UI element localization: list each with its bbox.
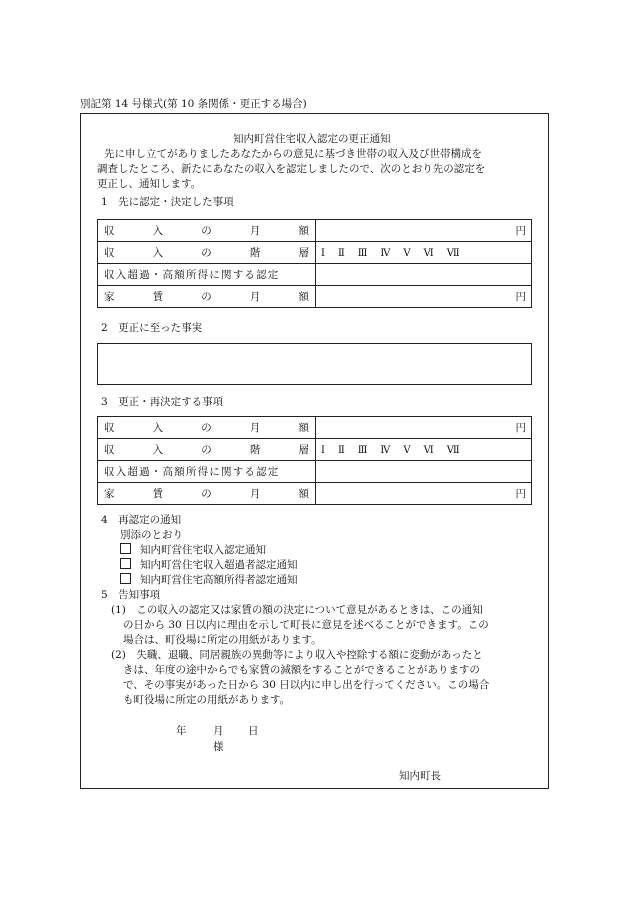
row-label: 収 入 の 階 層 [98, 439, 316, 461]
income-level-field[interactable]: Ⅰ Ⅱ Ⅲ Ⅳ Ⅴ Ⅵ Ⅶ [316, 242, 532, 264]
row-label: 収 入 の 階 層 [98, 242, 316, 264]
row-label: 家 賃 の 月 額 [98, 286, 316, 308]
excess-income-field[interactable] [316, 461, 532, 483]
table-row [98, 286, 532, 308]
income-level-field[interactable]: Ⅰ Ⅱ Ⅲ Ⅳ Ⅴ Ⅵ Ⅶ [316, 439, 532, 461]
rent-monthly-field[interactable]: 円 [316, 483, 532, 505]
rent-monthly-field[interactable]: 円 [316, 286, 532, 308]
checkbox[interactable] [120, 558, 131, 569]
date-day: 日 [248, 725, 259, 737]
form-label: 別記第 14 号様式(第 10 条関係・更正する場合) [80, 98, 307, 110]
row-label: 収 入 の 月 額 [98, 417, 316, 439]
option-high-income-cert[interactable]: 知内町営住宅高額所得者認定通知 [120, 573, 298, 587]
intro-line-2: 調査したところ、新たにあなたの収入を認定しましたので、次のとおり先の認定を [97, 163, 486, 175]
section4-sub: 別添のとおり [120, 529, 183, 541]
option-excess-cert[interactable]: 知内町営住宅収入超過者認定通知 [120, 558, 298, 572]
facts-textarea[interactable] [97, 343, 532, 385]
row-label: 収入超過・高額所得に関する認定 [98, 461, 316, 483]
table-row [98, 220, 532, 242]
notice-1-line-2: の日から 30 日以内に理由を示して町長に意見を述べることができます。この [123, 619, 489, 631]
notice-2-line-4: も町役場に所定の用紙があります。 [123, 694, 291, 706]
date-month: 月 [213, 725, 224, 737]
income-monthly-field[interactable]: 円 [316, 220, 532, 242]
option-income-cert[interactable]: 知内町営住宅収入認定通知 [120, 543, 266, 557]
notice-2-line-1: (2) 失職、退職、同居親族の異動等により収入や控除する額に変動があったと [111, 649, 483, 661]
notice-1-line-1: (1) この収入の認定又は家賃の額の決定について意見があるときは、この通知 [111, 604, 483, 616]
table-row [98, 417, 532, 439]
notice-2-line-3: で、その事実があった日から 30 日以内に申し出を行ってください。この場合 [123, 679, 490, 691]
checkbox[interactable] [120, 573, 131, 584]
table-row [98, 483, 532, 505]
issuer: 知内町長 [399, 770, 441, 782]
recipient-honorific: 様 [213, 741, 224, 753]
table-row [98, 264, 532, 286]
section1-heading: 1 先に認定・決定した事項 [101, 196, 234, 208]
income-monthly-field[interactable]: 円 [316, 417, 532, 439]
section3-table [97, 416, 532, 505]
notice-1-line-3: 場合は、町役場に所定の用紙があります。 [123, 634, 322, 646]
table-row [98, 242, 532, 264]
document-title: 知内町営住宅収入認定の更正通知 [233, 133, 391, 145]
excess-income-field[interactable] [316, 264, 532, 286]
intro-line-3: 更正し、通知します。 [97, 178, 202, 190]
checkbox[interactable] [120, 543, 131, 554]
section1-table [97, 219, 532, 308]
section2-heading: 2 更正に至った事実 [101, 322, 203, 334]
row-label: 収 入 の 月 額 [98, 220, 316, 242]
section3-heading: 3 更正・再決定する事項 [101, 396, 224, 408]
table-row [98, 461, 532, 483]
date-year: 年 [176, 725, 187, 737]
intro-line-1: 先に申し立てがありましたあなたからの意見に基づき世帯の収入及び世帯構成を [104, 148, 482, 160]
section4-heading: 4 再認定の通知 [101, 514, 182, 526]
section5-heading: 5 告知事項 [101, 589, 161, 601]
table-row [98, 439, 532, 461]
notice-2-line-2: きは、年度の途中からでも家賃の減額をすることができることがありますの [123, 664, 480, 676]
row-label: 収入超過・高額所得に関する認定 [98, 264, 316, 286]
row-label: 家 賃 の 月 額 [98, 483, 316, 505]
